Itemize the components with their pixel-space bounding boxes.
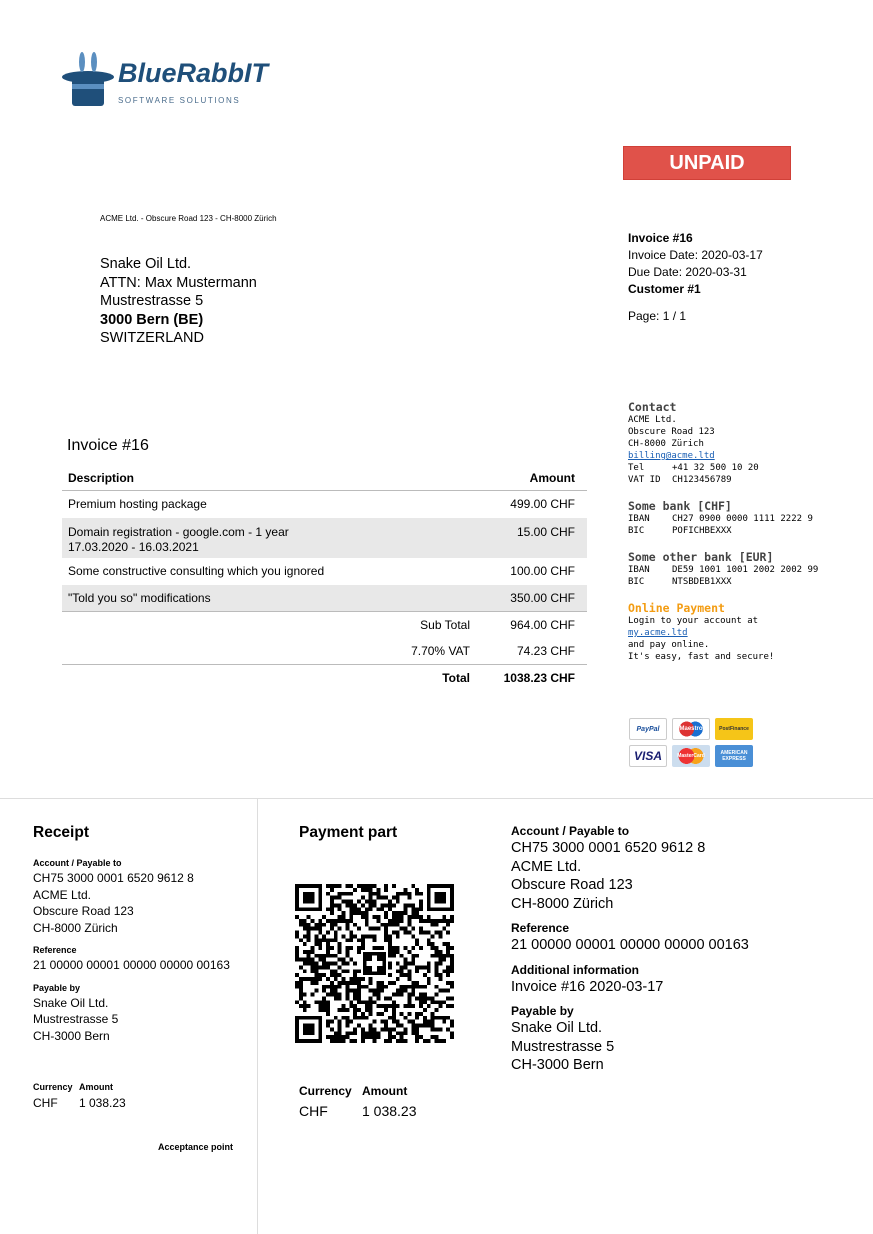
table-header xyxy=(62,466,587,491)
tel-label: Tel xyxy=(628,463,645,473)
online-line2: and pay online. xyxy=(628,640,710,650)
online-line3: It's easy, fast and secure! xyxy=(628,652,775,662)
row-description-period: 17.03.2020 - 16.03.2021 xyxy=(68,540,199,554)
col-amount: Amount xyxy=(529,471,575,485)
payment-reference-label: Reference xyxy=(511,921,570,935)
receipt-currency-label: Currency xyxy=(33,1082,73,1092)
meta-customer: Customer #1 xyxy=(628,282,701,296)
visa-logo: VISA xyxy=(629,745,667,767)
receipt-debtor-city: CH-3000 Bern xyxy=(33,1028,110,1043)
receipt-creditor-name: ACME Ltd. xyxy=(33,887,92,902)
receipt-iban: CH75 3000 0001 6520 9612 8 xyxy=(33,871,194,885)
subtotal-value: 964.00 CHF xyxy=(510,618,575,632)
vat-label: VAT ID xyxy=(628,475,661,485)
row-amount: 15.00 CHF xyxy=(516,525,575,539)
payment-info xyxy=(511,824,851,1075)
invoice-table xyxy=(62,466,587,691)
contact-company: ACME Ltd. xyxy=(628,415,677,425)
payment-iban: CH75 3000 0001 6520 9612 8 xyxy=(511,840,706,856)
payment-debtor-street: Mustrestrasse 5 xyxy=(511,1038,615,1055)
total-value: 1038.23 CHF xyxy=(503,671,575,685)
row-amount: 100.00 CHF xyxy=(510,564,575,578)
receipt-account-label: Account / Payable to xyxy=(33,858,122,868)
rabbit-hat-icon xyxy=(60,52,116,110)
payment-amount-label: Amount xyxy=(362,1084,408,1098)
bank2-iban-label: IBAN xyxy=(628,565,650,575)
bank2-bic-label: BIC xyxy=(628,577,645,587)
payment-payable-by-label: Payable by xyxy=(511,1004,574,1018)
vat-label: 7.70% VAT xyxy=(411,644,470,658)
contact-title: Contact xyxy=(628,400,677,414)
payment-additional-label: Additional information xyxy=(511,962,639,977)
receipt-payable-by-label: Payable by xyxy=(33,982,81,993)
recipient-address xyxy=(100,255,257,348)
bank2-bic: NTSBDEB1XXX xyxy=(672,577,732,587)
online-portal-link[interactable]: my.acme.ltd xyxy=(628,628,688,638)
receipt-separator xyxy=(257,799,258,1234)
payment-currency-label: Currency xyxy=(299,1084,352,1098)
postfinance-logo: PostFinance xyxy=(715,718,753,740)
contact-street: Obscure Road 123 xyxy=(628,427,715,437)
invoice-table-title: Invoice #16 xyxy=(67,437,149,454)
swiss-cross-bar xyxy=(372,956,377,972)
qr-bill-separator xyxy=(0,798,873,799)
payment-additional: Invoice #16 2020-03-17 xyxy=(511,978,664,995)
online-line1: Login to your account at xyxy=(628,616,759,626)
meta-invoice-date: Invoice Date: 2020-03-17 xyxy=(628,248,763,262)
receipt-creditor-city: CH-8000 Zürich xyxy=(33,920,118,935)
receipt-creditor-street: Obscure Road 123 xyxy=(33,904,134,918)
acceptance-point: Acceptance point xyxy=(158,1142,234,1152)
vat-value: CH123456789 xyxy=(672,475,732,485)
col-description: Description xyxy=(68,471,135,485)
table-row xyxy=(62,558,587,585)
subtotal-row xyxy=(62,612,587,638)
company-logo xyxy=(60,52,280,110)
receipt-currency-block xyxy=(33,1082,126,1110)
row-amount: 350.00 CHF xyxy=(510,591,575,605)
payment-reference: 21 00000 00001 00000 00000 00163 xyxy=(511,937,749,953)
receipt-title: Receipt xyxy=(33,824,89,841)
receipt-debtor-street: Mustrestrasse 5 xyxy=(33,1012,119,1026)
row-description: "Told you so" modifications xyxy=(68,591,211,605)
payment-debtor-city: CH-3000 Bern xyxy=(511,1057,604,1073)
payment-creditor-city: CH-8000 Zürich xyxy=(511,895,614,912)
online-payment-title: Online Payment xyxy=(628,601,725,615)
status-badge: UNPAID xyxy=(623,146,791,180)
receipt-debtor-name: Snake Oil Ltd. xyxy=(33,995,109,1010)
mastercard-logo: MasterCard xyxy=(672,745,710,767)
invoice-meta xyxy=(628,230,763,298)
contact-city: CH-8000 Zürich xyxy=(628,439,704,449)
meta-due-date: Due Date: 2020-03-31 xyxy=(628,265,747,279)
table-row xyxy=(62,585,587,611)
payment-currency-block xyxy=(299,1082,417,1121)
bank1-title: Some bank [CHF] xyxy=(628,499,732,513)
recipient-street: Mustrestrasse 5 xyxy=(100,293,204,309)
contact-email-link[interactable]: billing@acme.ltd xyxy=(628,451,715,461)
bank1-iban: CH27 0900 0000 1111 2222 9 xyxy=(672,514,813,524)
payment-amount: 1 038.23 xyxy=(362,1103,417,1119)
payment-methods xyxy=(629,718,757,768)
meta-invoice-no: Invoice #16 xyxy=(628,231,693,245)
row-amount: 499.00 CHF xyxy=(510,497,575,511)
bank2-iban: DE59 1001 1001 2002 2002 99 xyxy=(672,565,819,575)
bank1-bic: POFICHBEXXX xyxy=(672,526,732,536)
qr-code-icon xyxy=(295,884,454,1043)
receipt-amount: 1 038.23 xyxy=(79,1096,126,1110)
paypal-logo: PayPal xyxy=(629,718,667,740)
receipt-reference: 21 00000 00001 00000 00000 00163 xyxy=(33,958,230,972)
sender-line: ACME Ltd. - Obscure Road 123 - CH-8000 Zürich xyxy=(100,214,277,223)
bank1-iban-label: IBAN xyxy=(628,514,650,524)
receipt-amount-label: Amount xyxy=(79,1082,113,1092)
recipient-country: SWITZERLAND xyxy=(100,330,204,346)
bank2-title: Some other bank [EUR] xyxy=(628,550,774,564)
payment-creditor-street: Obscure Road 123 xyxy=(511,877,633,893)
payment-debtor-name: Snake Oil Ltd. xyxy=(511,1020,603,1036)
contact-sidebar xyxy=(628,401,858,663)
logo-tagline: SOFTWARE SOLUTIONS xyxy=(118,96,241,105)
recipient-city: 3000 Bern (BE) xyxy=(100,311,204,328)
amex-logo: AMERICAN EXPRESS xyxy=(715,745,753,767)
payment-creditor-name: ACME Ltd. xyxy=(511,858,582,875)
table-row xyxy=(62,491,587,518)
bank1-bic-label: BIC xyxy=(628,526,645,536)
vat-value: 74.23 CHF xyxy=(516,644,575,658)
tel-value: +41 32 500 10 20 xyxy=(672,463,759,473)
total-label: Total xyxy=(442,671,470,685)
vat-row xyxy=(62,638,587,664)
recipient-name: Snake Oil Ltd. xyxy=(100,256,192,272)
receipt-section xyxy=(33,824,243,1044)
row-description: Premium hosting package xyxy=(68,497,207,511)
logo-name: BlueRabbIT xyxy=(118,58,269,88)
page-indicator: Page: 1 / 1 xyxy=(628,309,687,323)
receipt-reference-label: Reference xyxy=(33,945,77,955)
recipient-attn: ATTN: Max Mustermann xyxy=(100,274,257,291)
maestro-logo: Maestro xyxy=(672,718,710,740)
payment-part-title: Payment part xyxy=(299,824,398,841)
row-description: Some constructive consulting which you ignored xyxy=(68,564,325,578)
table-row xyxy=(62,518,587,558)
total-row xyxy=(62,665,587,691)
subtotal-label: Sub Total xyxy=(420,618,470,632)
payment-currency: CHF xyxy=(299,1103,328,1119)
receipt-currency: CHF xyxy=(33,1096,58,1110)
payment-account-label: Account / Payable to xyxy=(511,824,630,838)
row-description: Domain registration - google.com - 1 year xyxy=(68,525,289,539)
